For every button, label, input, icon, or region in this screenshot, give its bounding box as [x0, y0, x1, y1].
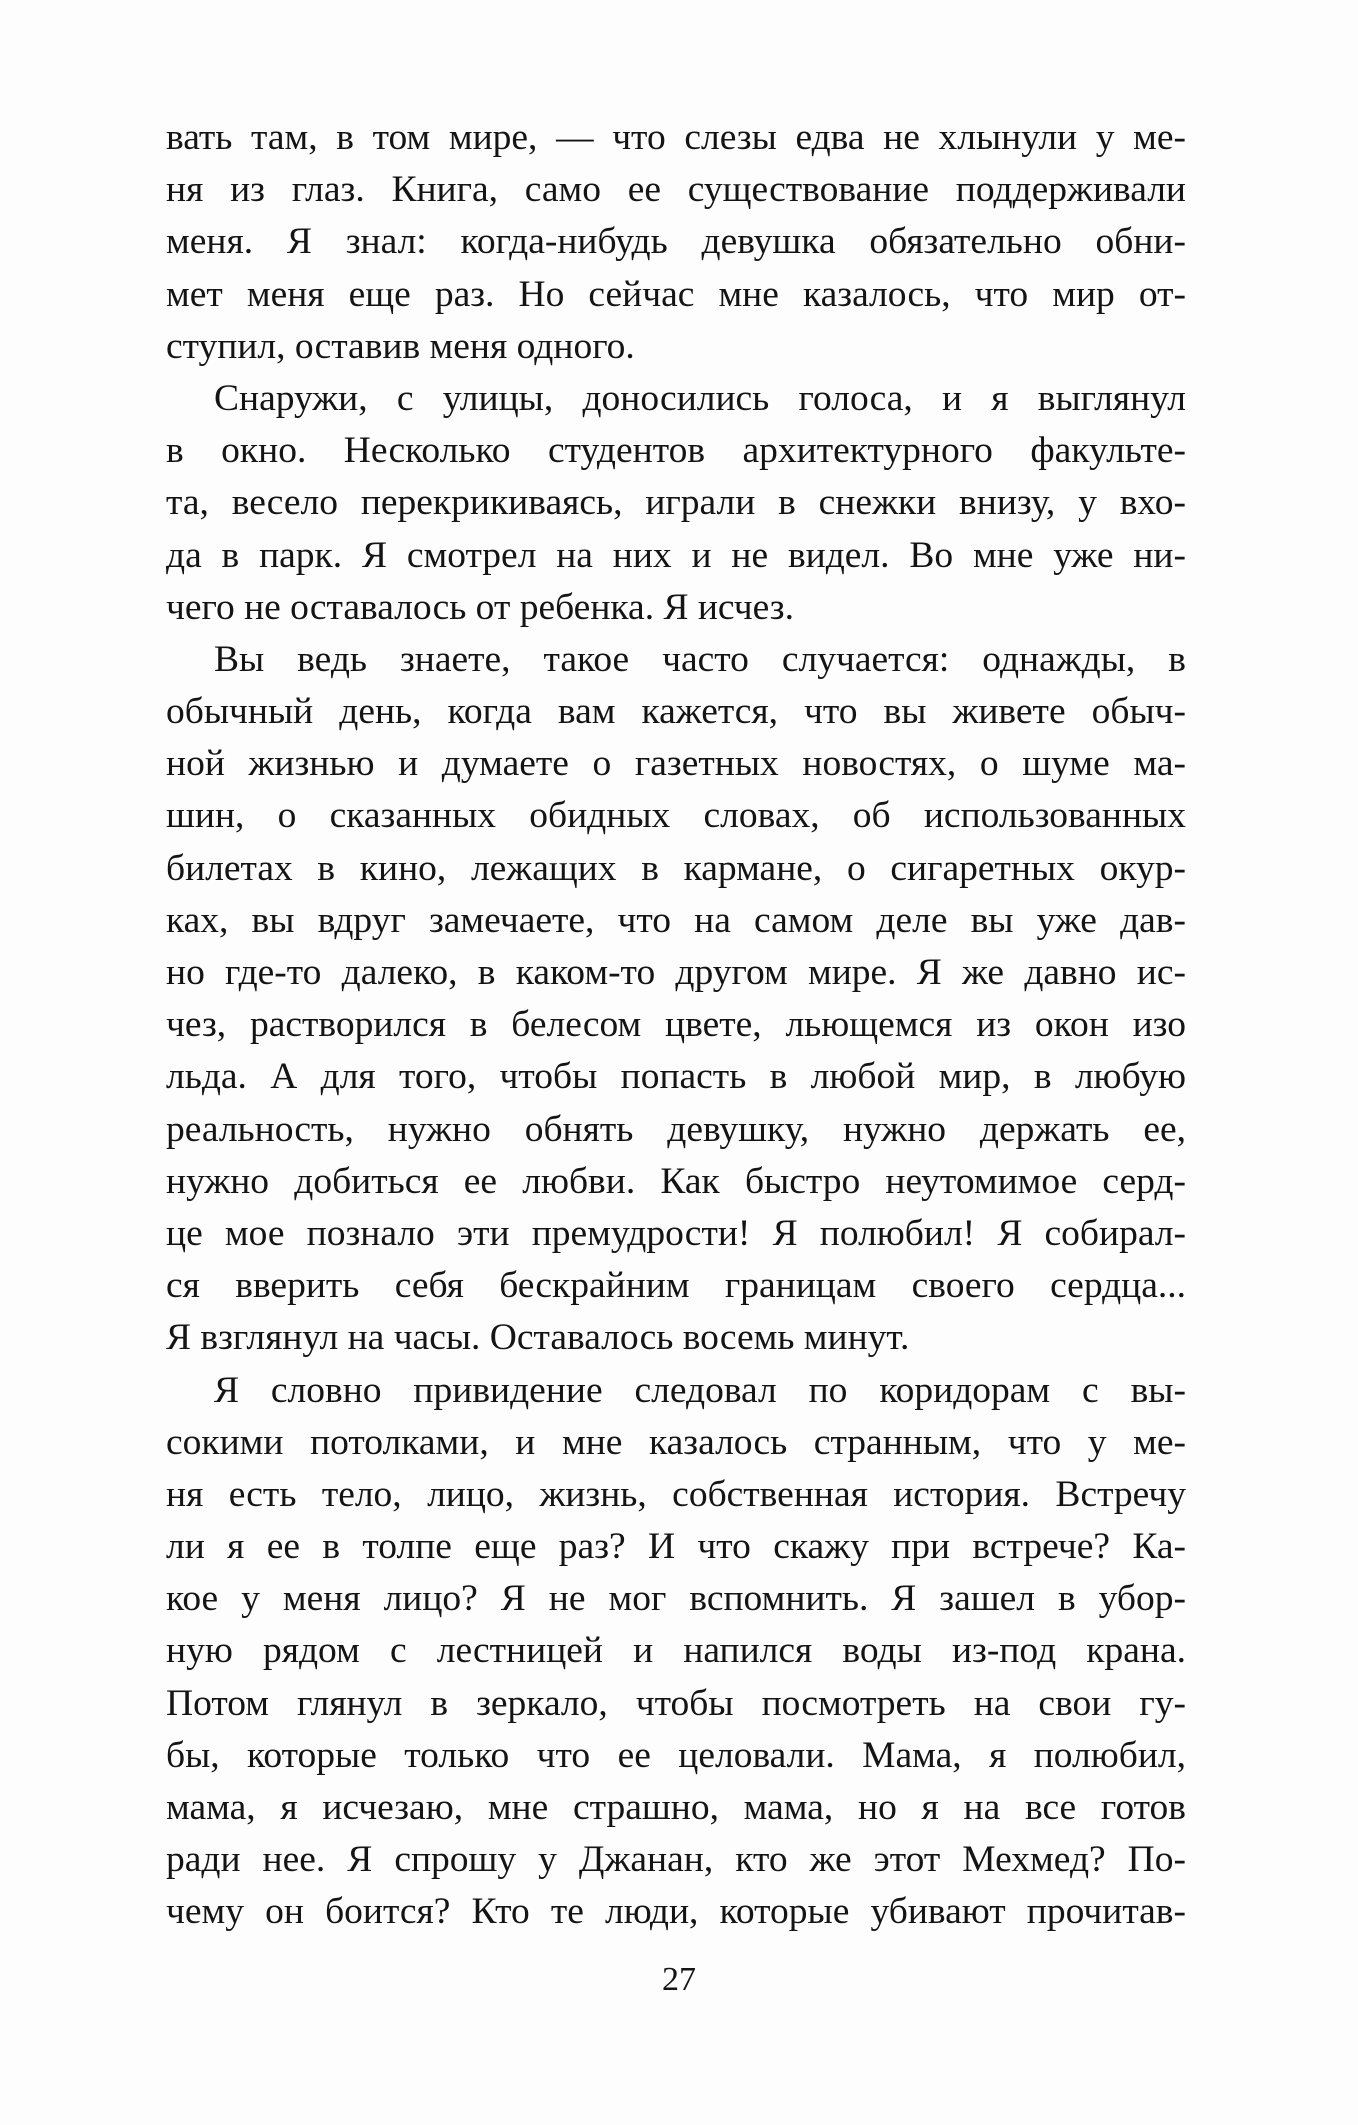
paragraph	[166, 1365, 1186, 1939]
text-line: мама, я исчезаю, мне страшно, мама, но я на все готов	[166, 1787, 1186, 1828]
text-line: да в парк. Я смотрел на них и не видел. Во мне уже ни-	[166, 534, 1186, 576]
text-line: меня. Я знал: когда-нибудь девушка обязательно обни-	[166, 221, 1186, 263]
text-line: та, весело перекрикиваясь, играли в снежки внизу, у вхо-	[166, 482, 1186, 524]
text-line: Снаружи, с улицы, доносились голоса, и я выглянул	[214, 377, 1186, 419]
text-line: нужно добиться ее любви. Как быстро неутомимое серд-	[166, 1160, 1186, 1202]
text-line: кое у меня лицо? Я не мог вспомнить. Я зашел в убор-	[166, 1578, 1186, 1620]
body-text	[166, 112, 1186, 1939]
text-line: реальность, нужно обнять девушку, нужно держать ее,	[166, 1108, 1186, 1150]
text-line: ступил, оставив меня одного.	[166, 325, 635, 367]
text-line: Потом глянул в зеркало, чтобы посмотреть на свои гу-	[166, 1682, 1186, 1724]
text-line: бы, которые только что ее целовали. Мама, я полюбил,	[166, 1734, 1186, 1776]
text-line: ся вверить себя бескрайним границам своего сердца...	[166, 1265, 1186, 1307]
text-line: чему он боится? Кто те люди, которые убивают прочитав-	[166, 1891, 1186, 1933]
text-line: це мое познало эти премудрости! Я полюбил! Я собирал-	[166, 1212, 1186, 1254]
text-line: ной жизнью и думаете о газетных новостях, о шуме ма-	[166, 743, 1186, 785]
text-line: чез, растворился в белесом цвете, льющемся из окон изо	[166, 1004, 1186, 1046]
text-line: ках, вы вдруг замечаете, что на самом деле вы уже дав-	[166, 899, 1186, 941]
text-line: в окно. Несколько студентов архитектурного факульте-	[166, 430, 1186, 472]
text-line: билетах в кино, лежащих в кармане, о сигаретных окур-	[166, 847, 1186, 889]
text-line: льда. А для того, чтобы попасть в любой мир, в любую	[166, 1056, 1186, 1098]
paragraph	[166, 373, 1186, 634]
text-line: но где-то далеко, в каком-то другом мире. Я же давно ис-	[166, 952, 1186, 993]
text-line: Вы ведь знаете, такое часто случается: однажды, в	[214, 638, 1186, 680]
text-line: ня из глаз. Книга, само ее существование поддерживали	[166, 169, 1186, 211]
page-number: 27	[662, 1961, 696, 1998]
text-line: сокими потолками, и мне казалось странным, что у ме-	[166, 1421, 1186, 1463]
paragraph	[166, 634, 1186, 1365]
text-line: вать там, в том мире, — что слезы едва не хлынули у ме-	[166, 117, 1186, 158]
text-line: Я взглянул на часы. Оставалось восемь минут.	[166, 1317, 910, 1359]
text-line: шин, о сказанных обидных словах, об использованных	[166, 795, 1186, 837]
text-line: ную рядом с лестницей и напился воды из-под крана.	[166, 1630, 1186, 1672]
text-line: ня есть тело, лицо, жизнь, собственная история. Встречу	[166, 1473, 1186, 1515]
text-line: ли я ее в толпе еще раз? И что скажу при встрече? Ка-	[166, 1526, 1186, 1568]
text-line: обычный день, когда вам кажется, что вы живете обыч-	[166, 691, 1186, 733]
text-line: чего не оставалось от ребенка. Я исчез.	[166, 586, 794, 628]
paragraph	[166, 112, 1186, 373]
text-line: ради нее. Я спрошу у Джанан, кто же этот Мехмед? По-	[166, 1839, 1186, 1881]
text-line: Я словно привидение следовал по коридорам с вы-	[214, 1369, 1186, 1411]
text-line: мет меня еще раз. Но сейчас мне казалось, что мир от-	[166, 273, 1186, 315]
